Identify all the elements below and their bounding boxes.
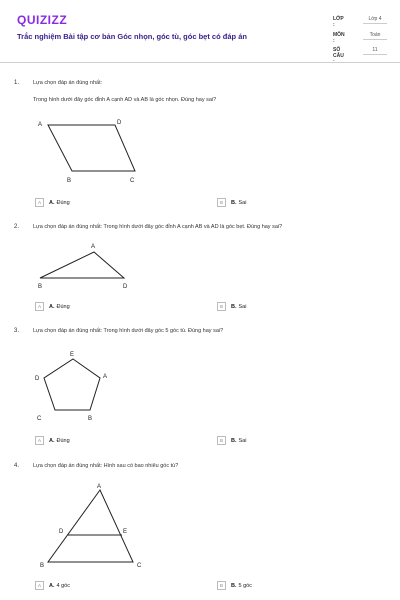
option-text: 5 góc [238,582,252,589]
option-text: Sai [238,303,247,310]
label-A: A [38,122,43,128]
option-box: A [35,581,44,590]
question-2-option-a[interactable]: A A. Đúng [35,302,70,311]
label-E: E [70,352,75,358]
question-3-number: 3. [14,328,20,334]
meta-grade-value: Lớp 4 [363,16,387,24]
question-3-prompt: Lựa chọn đáp án đúng nhất: Trong hình dưới đây góc 5 góc tù. Đúng hay sai? [33,328,224,334]
label-B: B [38,284,43,290]
option-box: A [35,302,44,311]
label-A: A [97,484,102,490]
question-2-prompt: Lựa chọn đáp án đúng nhất: Trong hình dưới đây góc đỉnh A cạnh AB và AD là góc bẹt. Đúng hay sai? [33,224,283,230]
question-1-number: 1. [14,80,20,86]
meta-grade-label: LỚP : [333,16,344,28]
option-text: 4 góc [56,582,70,589]
question-3-option-a[interactable]: A A. Đúng [35,436,70,445]
label-C: C [37,416,42,422]
question-4-number: 4. [14,463,20,469]
question-1-option-a[interactable]: A A. Đúng [35,198,70,207]
worksheet-title: Trắc nghiệm Bài tập cơ bản Góc nhọn, góc tù, góc bẹt có đáp án [17,32,247,41]
option-box: B [217,302,226,311]
question-3-option-b[interactable]: B B. Sai [217,436,246,445]
option-box: B [217,198,226,207]
question-4-prompt: Lựa chọn đáp án đúng nhất: Hình sau có bao nhiêu góc tù? [33,463,179,469]
option-text: Đúng [56,303,70,310]
label-E: E [123,529,128,535]
question-1-prompt: Lựa chọn đáp án đúng nhất: [33,80,103,86]
label-B: B [67,178,72,184]
label-D: D [117,120,122,126]
option-box: B [217,436,226,445]
question-1-parallelogram [30,113,150,188]
option-text: Sai [238,437,247,444]
label-A: A [91,244,96,250]
question-1-detail: Trong hình dưới đây góc đỉnh A cạnh AD và AB là góc nhọn. Đúng hay sai? [33,97,217,103]
question-2-number: 2. [14,224,20,230]
meta-count-value: 11 [363,47,387,55]
meta-subject-label: MÔN : [333,32,345,44]
option-box: A [35,198,44,207]
header-divider [0,62,400,63]
question-4-triangle-with-segment [30,478,160,573]
question-4-option-a[interactable]: A A. 4 góc [35,581,70,590]
label-A: A [103,374,108,380]
meta-subject-value: Toán [363,32,387,40]
label-B: B [40,563,45,569]
meta-count-label: SỐ CÂU [333,47,344,59]
option-text: Sai [238,199,247,206]
option-box: A [35,436,44,445]
option-box: B [217,581,226,590]
label-D: D [123,284,128,290]
option-text: Đúng [56,437,70,444]
question-2-option-b[interactable]: B B. Sai [217,302,246,311]
question-1-option-b[interactable]: B B. Sai [217,198,246,207]
label-D: D [35,376,40,382]
quizizz-logo: QUIZIZZ [17,13,68,27]
question-3-pentagon [30,346,120,428]
label-D: D [59,529,64,535]
option-text: Đúng [56,199,70,206]
question-4-option-b[interactable]: B B. 5 góc [217,581,252,590]
label-B: B [88,416,93,422]
question-2-triangle [30,238,140,293]
label-C: C [130,178,135,184]
label-C: C [137,563,142,569]
